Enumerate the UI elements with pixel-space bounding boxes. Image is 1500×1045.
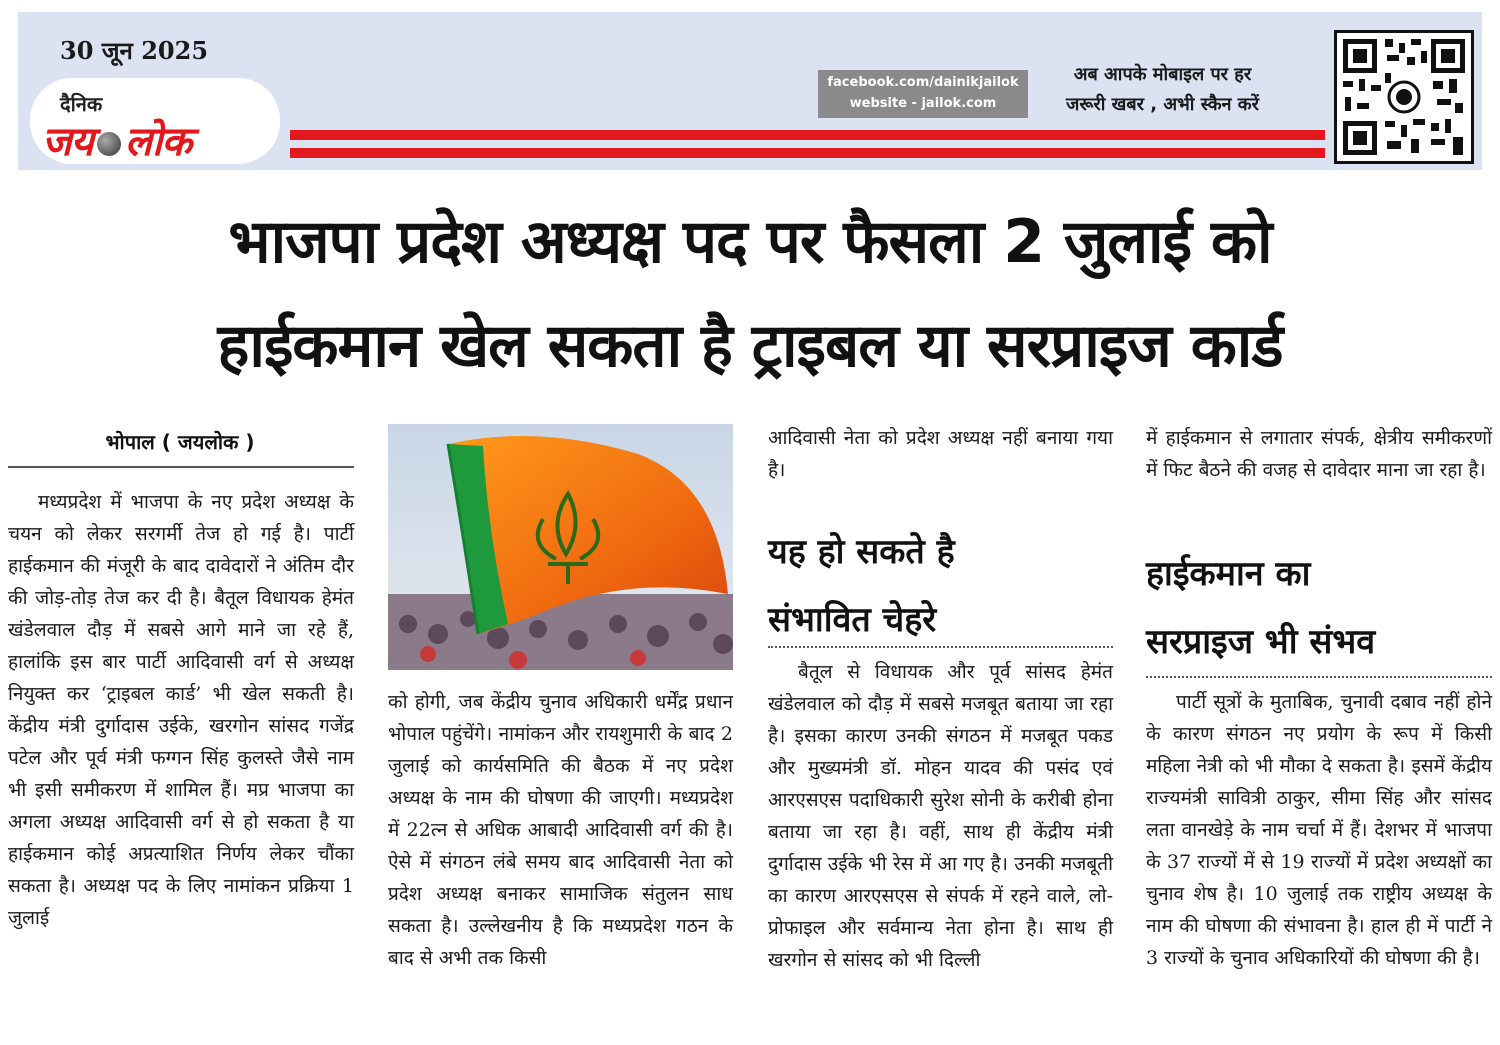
article-column-2 — [388, 686, 733, 974]
article-column-4-body — [1146, 686, 1492, 974]
headline-line-1: भाजपा प्रदेश अध्यक्ष पद पर फैसला 2 जुलाई को — [228, 207, 1272, 277]
mobile-promo — [1040, 60, 1285, 120]
dateline-rule — [8, 466, 354, 468]
article-column-3-top — [768, 422, 1113, 486]
globe-icon — [97, 132, 121, 156]
column-4-body-text: पार्टी सूत्रों के मुताबिक, चुनावी दबाव नहीं होने के कारण संगठन नए प्रयोग के रूप में किसी महिला नेत्री को भी मौका दे सकता है। इसमें केंद्रीय राज्यमंत्री सावित्री ठाकुर, सीमा सिंह और सांसद लता वानखेड़े के नाम चर्चा में हैं। देशभर में भाजपा के 37 राज्यों में से 19 राज्यों में प्रदेश अध्यक्षों का चुनाव शेष है। 10 जुलाई तक राष्ट्रीय अध्यक्ष के नाम की घोषणा की संभावना है। हाल ही में पार्टी ने 3 राज्यों के चुनाव अधिकारियों की घोषणा की है। — [1146, 691, 1492, 969]
issue-date: 30 जून 2025 — [60, 36, 209, 65]
logo-wordmark — [42, 112, 191, 167]
column-1-text: मध्यप्रदेश में भाजपा के नए प्रदेश अध्यक्ष के चयन को लेकर सरगर्मी तेज हो गई है। पार्टी हाईकमान की मंजूरी के बाद दावेदारों ने अंतिम दौर की जोड़-तोड़ तेज कर दी है। बैतूल विधायक हेमंत खंडेलवाल दौड़ में सबसे आगे माने जा रहे हैं, हालांकि इस बार पार्टी आदिवासी वर्ग से अध्यक्ष नियुक्त कर ‘ट्राइबल कार्ड’ भी खेल सकती है। केंद्रीय मंत्री दुर्गादास उईके, खरगोन सांसद गजेंद्र पटेल और पूर्व मंत्री फग्गन सिंह कुलस्ते जैसे नाम भी इसी समीकरण में शामिल हैं। मप्र भाजपा का अगला अध्यक्ष आदिवासी वर्ग से हो सकता है या हाईकमान कोई अप्रत्याशित निर्णय लेकर चौंका सकता है। अध्यक्ष पद के लिए नामांकन प्रक्रिया 1 जुलाई — [8, 491, 354, 929]
masthead-red-rule-top — [290, 130, 1325, 140]
promo-line-2: जरूरी खबर , अभी स्कैन करें — [1066, 94, 1259, 115]
facebook-link[interactable]: facebook.com/dainikjailok — [827, 75, 1019, 90]
article-column-3-body — [768, 656, 1113, 976]
dateline: भोपाल ( जयलोक ) — [105, 430, 255, 454]
headline-line-2: हाईकमान खेल सकता है ट्राइबल या सरप्राइज कार्ड — [217, 311, 1283, 381]
column-4-top-text: में हाईकमान से लगातार संपर्क, क्षेत्रीय समीकरणों में फिट बैठने की वजह से दावेदार माना जा रहा है। — [1146, 427, 1492, 481]
qr-code-icon[interactable] — [1334, 30, 1474, 164]
social-info-box — [818, 70, 1028, 118]
bjp-flag-photo — [388, 424, 733, 670]
article-column-1 — [8, 486, 354, 934]
subheading-1-rule — [768, 646, 1113, 648]
column-3-body-text: बैतूल से विधायक और पूर्व सांसद हेमंत खंडेलवाल को दौड़ में सबसे मजबूत बताया जा रहा है। इसका कारण उनकी संगठन में मजबूत पकड और मुख्यमंत्री डॉ. मोहन यादव की पसंद एवं आरएसएस पदाधिकारी सुरेश सोनी के करीबी होना बताया जा रहा है। वहीं, साथ ही केंद्रीय मंत्री दुर्गादास उईके भी रेस में आ गए है। उनकी मजबूती का कारण आरएसएस से संपर्क में रहने वाले, लो-प्रोफाइल और सर्वमान्य नेता होना है। साथ ही खरगोन से सांसद को भी दिल्ली — [768, 661, 1113, 971]
masthead-red-rule-bottom — [290, 148, 1325, 158]
subheading-possible-faces — [768, 518, 955, 654]
logo-word-2: लोक — [124, 119, 192, 165]
column-2-text: को होगी, जब केंद्रीय चुनाव अधिकारी धर्मेंद्र प्रधान भोपाल पहुंचेंगे। नामांकन और रायशुमारी के बाद 2 जुलाई को कार्यसमिति की बैठक में नए प्रदेश अध्यक्ष के नाम की घोषणा की जाएगी। मध्यप्रदेश में 22त्न से अधिक आबादी आदिवासी वर्ग की है। ऐसे में संगठन लंबे समय बाद आदिवासी नेता को प्रदेश अध्यक्ष बनाकर सामाजिक संतुलन साध सकता है। उल्लेखनीय है कि मध्यप्रदेश गठन के बाद से अभी तक किसी — [388, 691, 733, 969]
logo-word-1: जय — [42, 119, 93, 165]
column-3-top-text: आदिवासी नेता को प्रदेश अध्यक्ष नहीं बनाया गया है। — [768, 427, 1113, 481]
flag-photo-graphic — [388, 424, 733, 670]
subheading-surprise — [1146, 540, 1375, 676]
article-column-4-top — [1146, 422, 1492, 486]
website-link[interactable]: website - jailok.com — [849, 96, 997, 111]
subheading-1-line-2: संभावित चेहरे — [768, 600, 937, 640]
subheading-2-rule — [1146, 676, 1492, 678]
subheading-2-line-1: हाईकमान का — [1146, 554, 1311, 594]
subheading-1-line-1: यह हो सकते है — [768, 532, 955, 572]
subheading-2-line-2: सरप्राइज भी संभव — [1146, 622, 1376, 662]
promo-line-1: अब आपके मोबाइल पर हर — [1073, 64, 1252, 85]
logo-small-text: दैनिक — [60, 92, 103, 116]
qr-code-graphic — [1337, 33, 1471, 161]
